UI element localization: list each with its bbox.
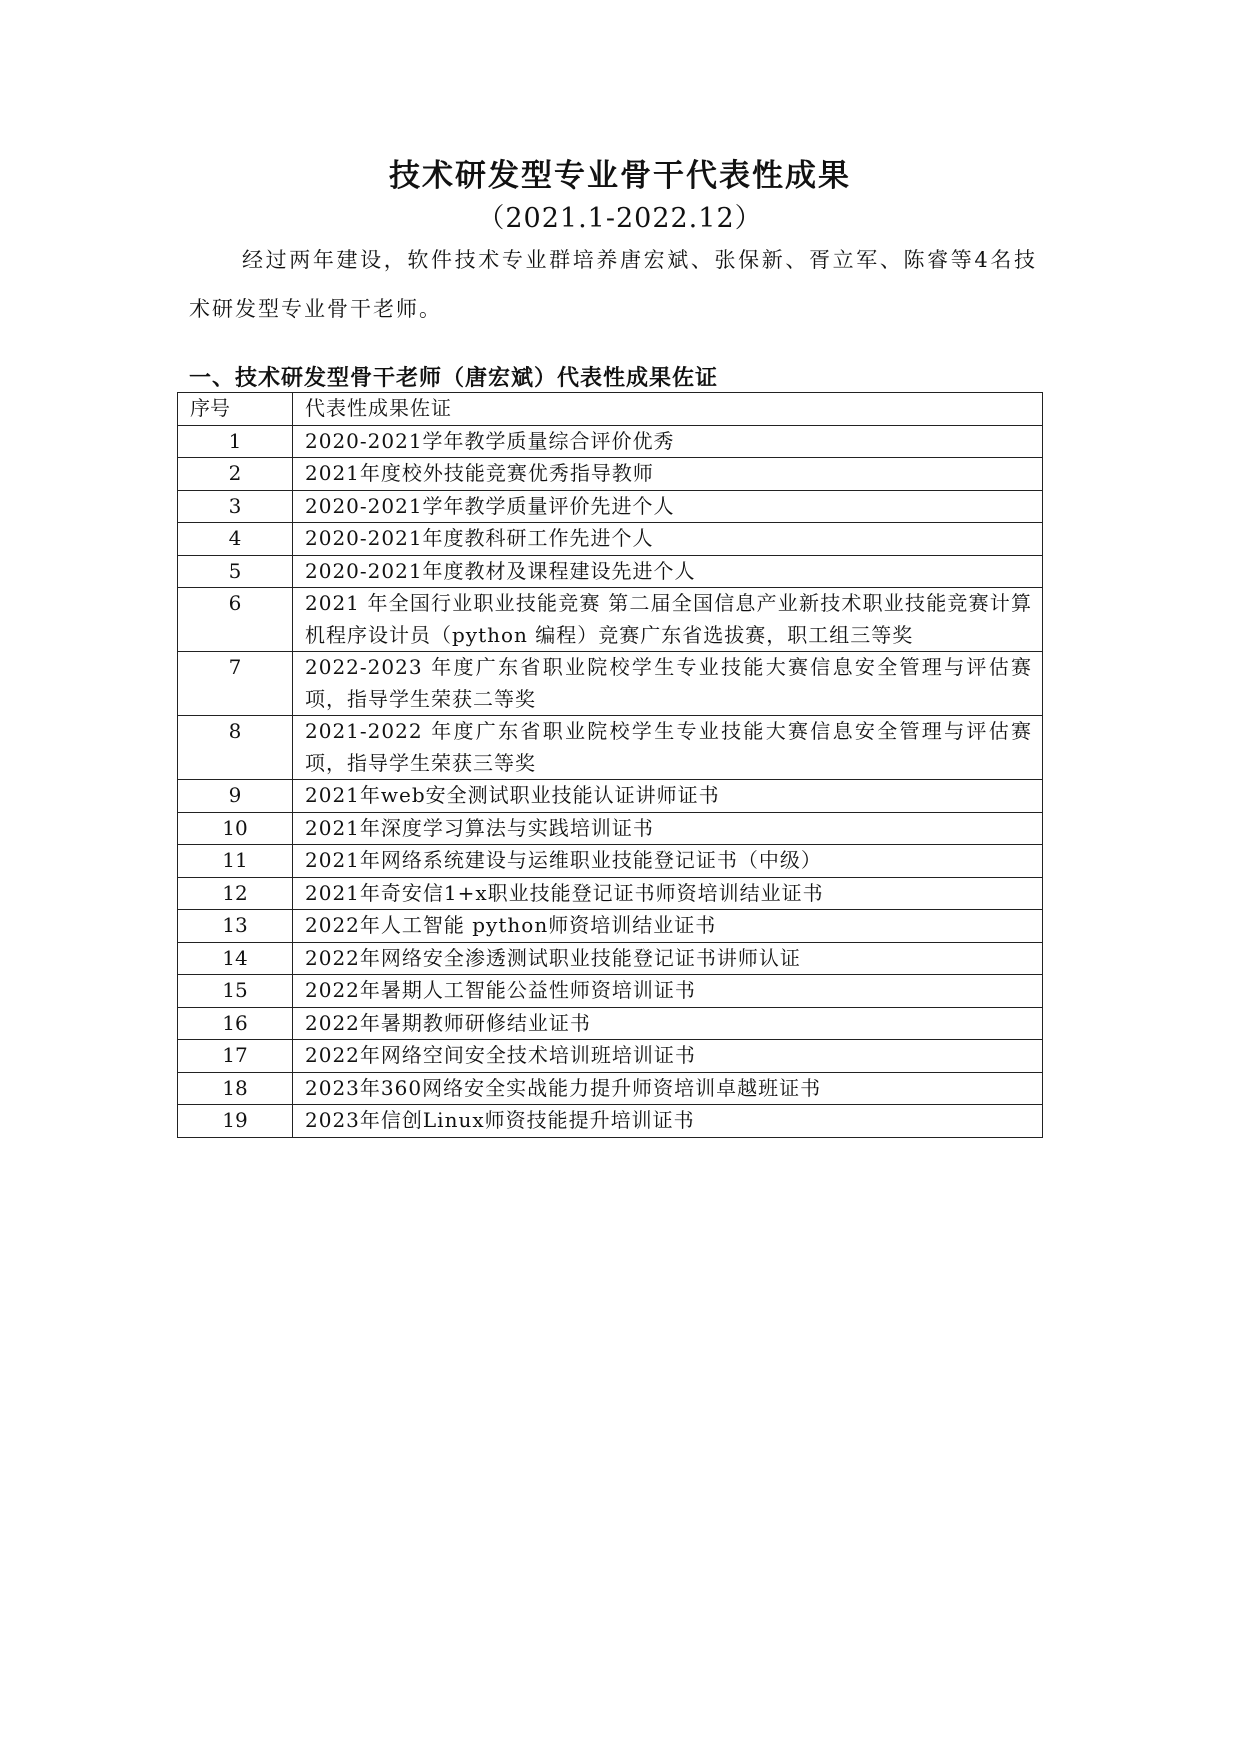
table-row xyxy=(178,1105,1043,1138)
header-description: 代表性成果佐证 xyxy=(293,393,1043,426)
header-number: 序号 xyxy=(178,393,293,426)
row-description: 2021-2022 年度广东省职业院校学生专业技能大赛信息安全管理与评估赛项，指导学生荣获三等奖 xyxy=(293,716,1043,780)
row-number: 10 xyxy=(178,812,293,845)
section-heading: 一、技术研发型骨干老师（唐宏斌）代表性成果佐证 xyxy=(189,366,719,391)
table-row xyxy=(178,942,1043,975)
row-number: 19 xyxy=(178,1105,293,1138)
table-row xyxy=(178,523,1043,556)
row-number: 9 xyxy=(178,780,293,813)
row-description: 2022年网络空间安全技术培训班培训证书 xyxy=(293,1040,1043,1073)
row-number: 18 xyxy=(178,1072,293,1105)
row-number: 4 xyxy=(178,523,293,556)
row-description: 2023年信创Linux师资技能提升培训证书 xyxy=(293,1105,1043,1138)
document-title: 技术研发型专业骨干代表性成果 xyxy=(389,158,851,194)
row-description: 2022-2023 年度广东省职业院校学生专业技能大赛信息安全管理与评估赛项，指导学生荣获二等奖 xyxy=(293,652,1043,716)
row-number: 1 xyxy=(178,425,293,458)
table-row xyxy=(178,877,1043,910)
table-row xyxy=(178,1040,1043,1073)
table-row xyxy=(178,425,1043,458)
row-number: 8 xyxy=(178,716,293,780)
table-row xyxy=(178,555,1043,588)
row-description: 2021 年全国行业职业技能竞赛 第二届全国信息产业新技术职业技能竞赛计算机程序设计员（python 编程）竞赛广东省选拔赛，职工组三等奖 xyxy=(293,588,1043,652)
row-description: 2022年网络安全渗透测试职业技能登记证书讲师认证 xyxy=(293,942,1043,975)
row-number: 14 xyxy=(178,942,293,975)
row-number: 12 xyxy=(178,877,293,910)
table-row xyxy=(178,910,1043,943)
row-description: 2020-2021学年教学质量评价先进个人 xyxy=(293,490,1043,523)
table-row xyxy=(178,490,1043,523)
row-description: 2022年暑期人工智能公益性师资培训证书 xyxy=(293,975,1043,1008)
row-number: 15 xyxy=(178,975,293,1008)
table-row xyxy=(178,1007,1043,1040)
document-subtitle: （2021.1-2022.12） xyxy=(477,203,763,234)
table-row xyxy=(178,1072,1043,1105)
row-description: 2021年深度学习算法与实践培训证书 xyxy=(293,812,1043,845)
table-row xyxy=(178,780,1043,813)
results-table xyxy=(177,392,1043,1138)
table-row xyxy=(178,652,1043,716)
row-description: 2022年暑期教师研修结业证书 xyxy=(293,1007,1043,1040)
table-row xyxy=(178,812,1043,845)
row-number: 13 xyxy=(178,910,293,943)
row-description: 2020-2021学年教学质量综合评价优秀 xyxy=(293,425,1043,458)
row-number: 3 xyxy=(178,490,293,523)
row-description: 2021年网络系统建设与运维职业技能登记证书（中级） xyxy=(293,845,1043,878)
row-description: 2020-2021年度教材及课程建设先进个人 xyxy=(293,555,1043,588)
table-row xyxy=(178,975,1043,1008)
row-description: 2021年度校外技能竞赛优秀指导教师 xyxy=(293,458,1043,491)
table-row xyxy=(178,716,1043,780)
row-description: 2021年web安全测试职业技能认证讲师证书 xyxy=(293,780,1043,813)
table-row xyxy=(178,458,1043,491)
table-body xyxy=(178,425,1043,1137)
row-description: 2022年人工智能 python师资培训结业证书 xyxy=(293,910,1043,943)
row-number: 7 xyxy=(178,652,293,716)
row-number: 5 xyxy=(178,555,293,588)
table-row xyxy=(178,845,1043,878)
row-description: 2021年奇安信1+x职业技能登记证书师资培训结业证书 xyxy=(293,877,1043,910)
row-number: 17 xyxy=(178,1040,293,1073)
row-number: 2 xyxy=(178,458,293,491)
table-header-row xyxy=(178,393,1043,426)
row-number: 16 xyxy=(178,1007,293,1040)
intro-paragraph: 经过两年建设，软件技术专业群培养唐宏斌、张保新、胥立军、陈睿等4名技术研发型专业骨干老师。 xyxy=(189,248,1037,321)
row-description: 2023年360网络安全实战能力提升师资培训卓越班证书 xyxy=(293,1072,1043,1105)
table-row xyxy=(178,588,1043,652)
row-description: 2020-2021年度教科研工作先进个人 xyxy=(293,523,1043,556)
row-number: 6 xyxy=(178,588,293,652)
row-number: 11 xyxy=(178,845,293,878)
